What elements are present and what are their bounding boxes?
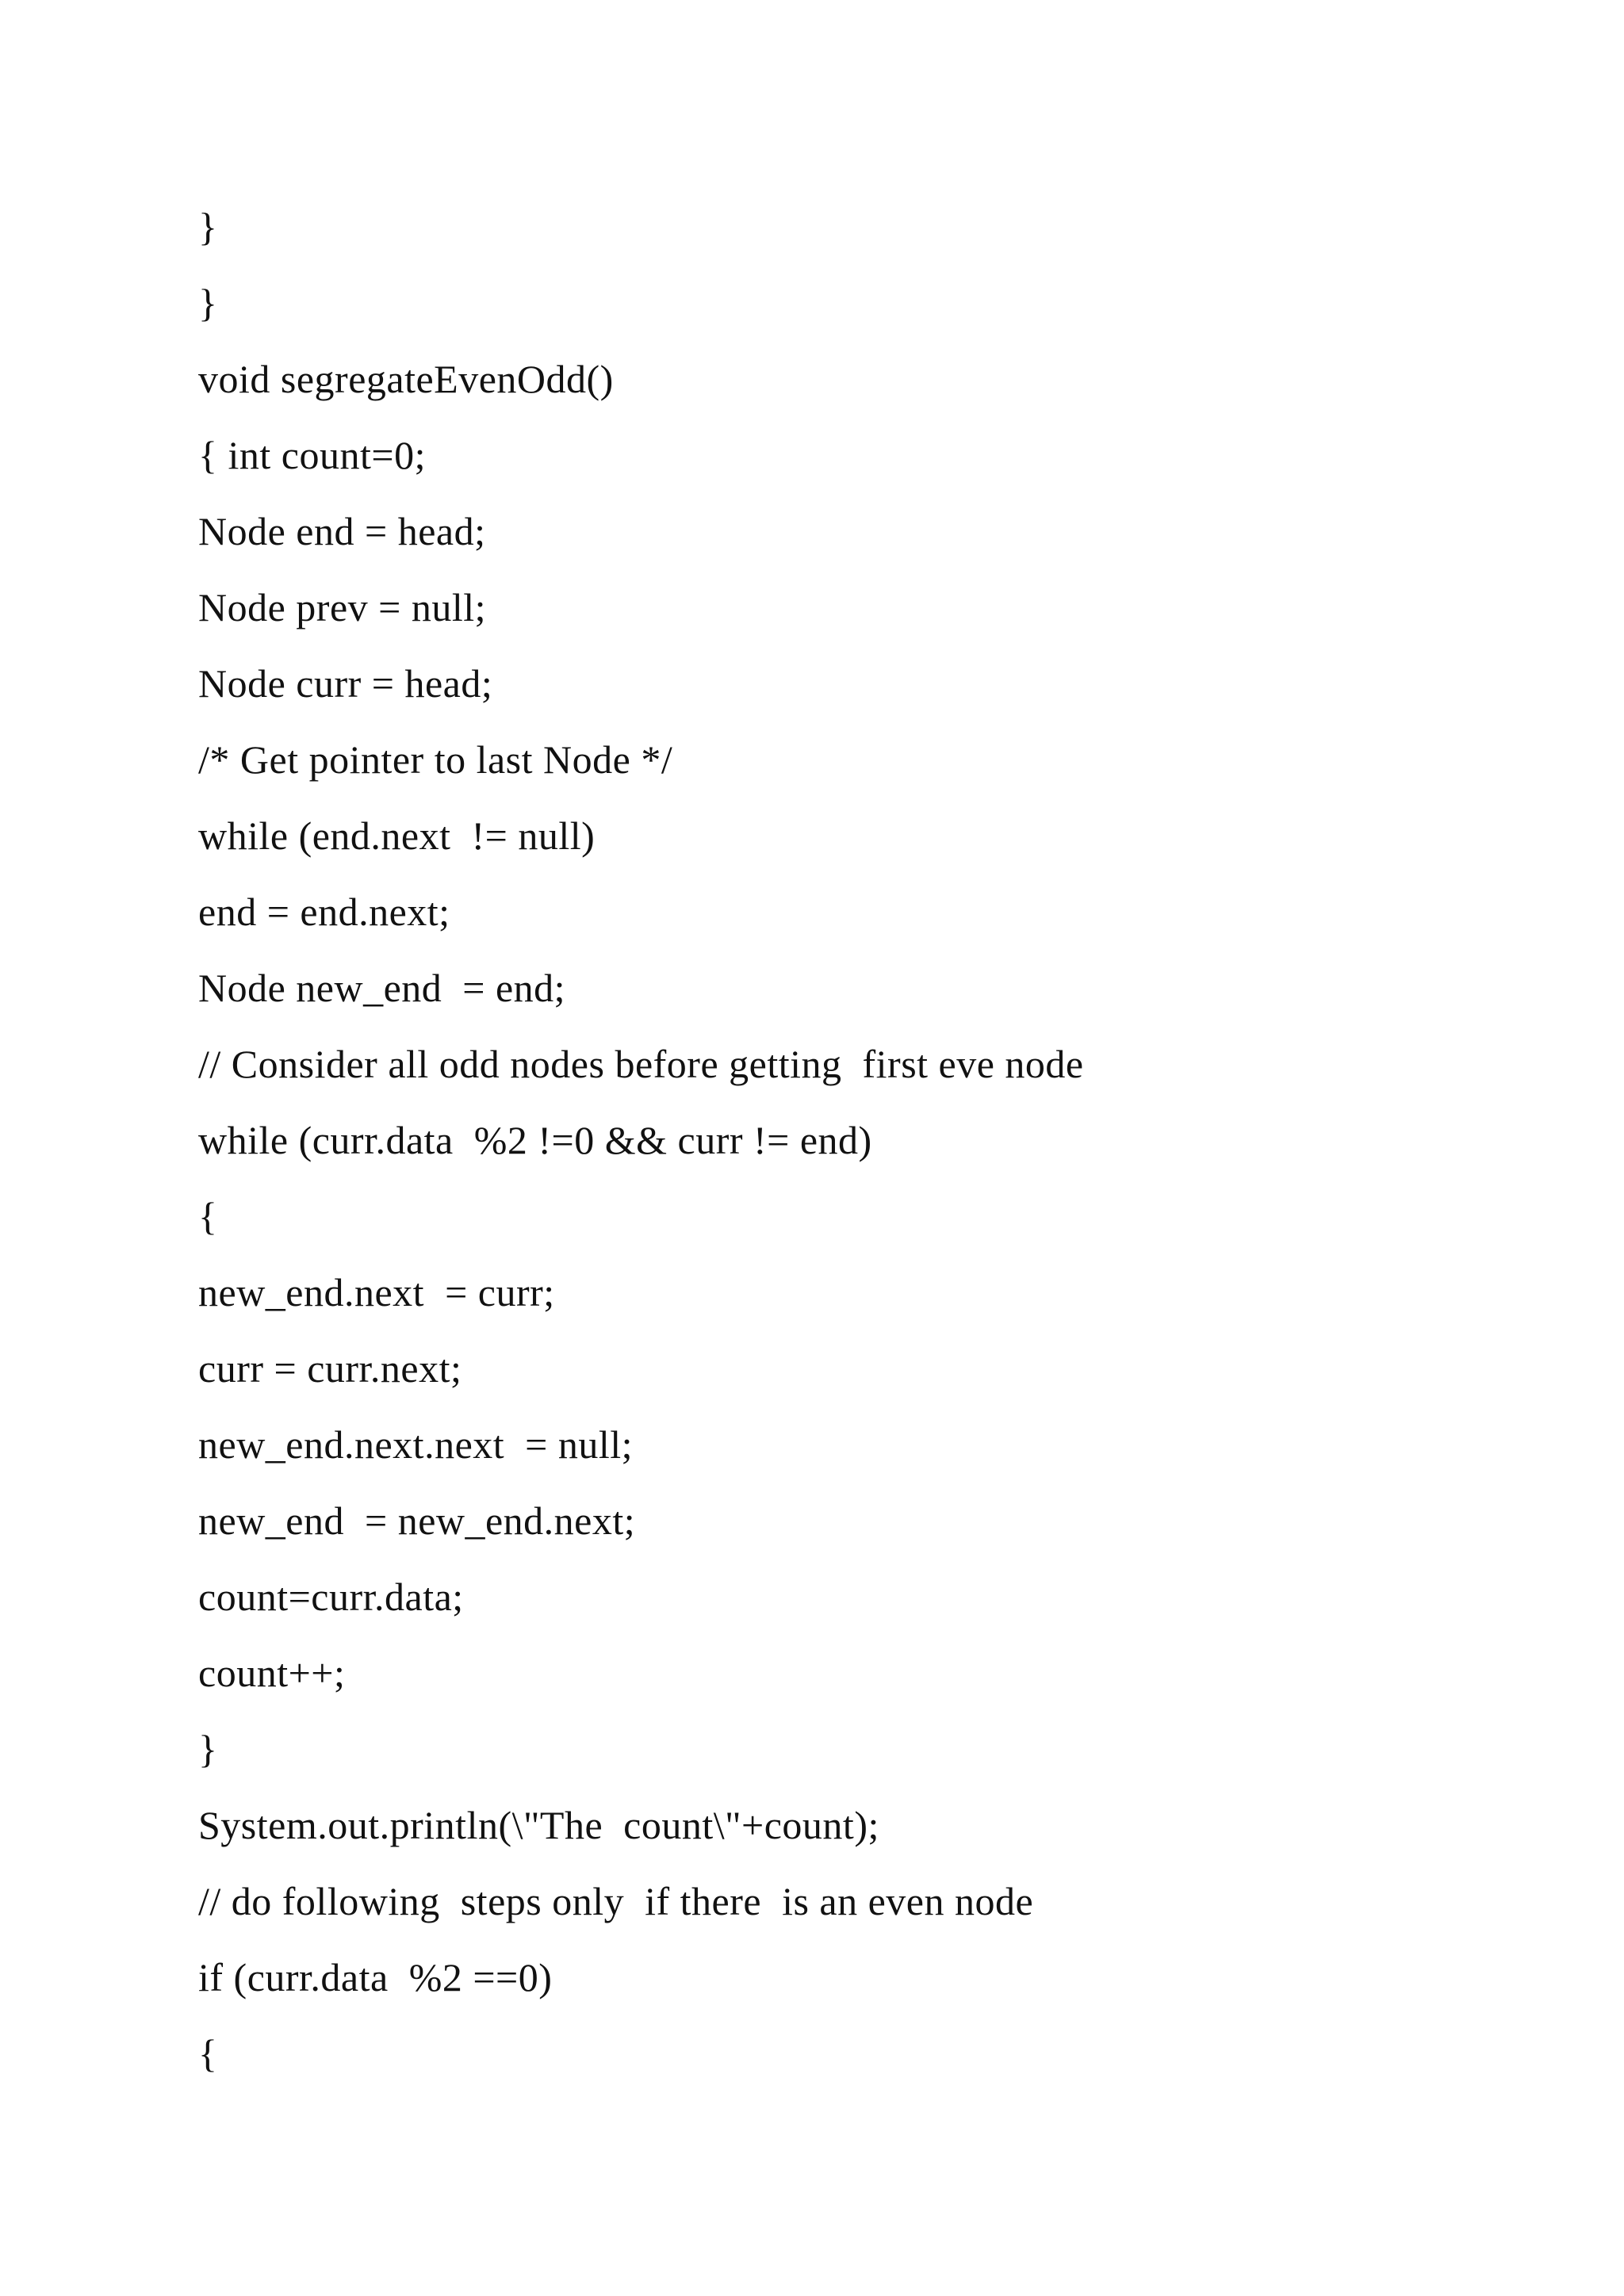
code-line: while (curr.data %2 !=0 && curr != end) <box>198 1118 872 1162</box>
code-listing <box>198 189 1546 2091</box>
code-line: void segregateEvenOdd() <box>198 357 614 401</box>
code-line: Node curr = head; <box>198 661 493 706</box>
code-line: } <box>198 205 218 249</box>
code-line: Node end = head; <box>198 509 486 553</box>
code-line: { int count=0; <box>198 433 426 477</box>
code-comment-line: // Consider all odd nodes before getting first eve node <box>198 1042 1084 1086</box>
code-line: new_end.next.next = null; <box>198 1422 634 1467</box>
code-line: end = end.next; <box>198 890 450 934</box>
code-line: Node prev = null; <box>198 585 487 629</box>
code-line: } <box>198 281 218 325</box>
code-line: new_end.next = curr; <box>198 1270 555 1314</box>
code-line: count++; <box>198 1651 346 1695</box>
code-line: { <box>198 1194 218 1238</box>
code-line: Node new_end = end; <box>198 966 566 1010</box>
code-line: System.out.println(\"The count\"+count); <box>198 1803 879 1847</box>
code-line: { <box>198 2031 218 2076</box>
code-comment-line: // do following steps only if there is an even node <box>198 1879 1034 1923</box>
code-line: curr = curr.next; <box>198 1346 462 1391</box>
code-line: if (curr.data %2 ==0) <box>198 1955 553 1999</box>
code-line: while (end.next != null) <box>198 813 596 858</box>
code-line: new_end = new_end.next; <box>198 1498 636 1543</box>
code-comment-line: /* Get pointer to last Node */ <box>198 737 673 782</box>
code-line: } <box>198 1727 218 1771</box>
code-line: count=curr.data; <box>198 1575 464 1619</box>
